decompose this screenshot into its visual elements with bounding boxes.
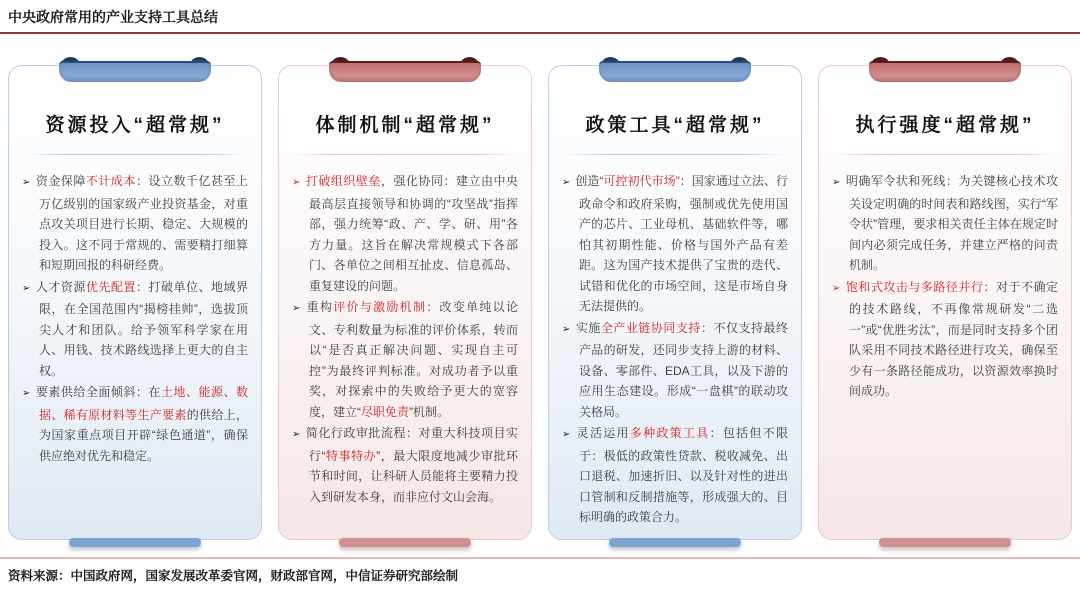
summary-card xyxy=(818,65,1072,540)
body-text: ”机制。 xyxy=(409,404,450,419)
bullet-item xyxy=(832,171,1058,276)
body-text: ：国家通过立法、行政命令和政府采购，强制或优先使用国产的芯片、工业母机、基础软件等，哪怕其初期性能、价格与国外产品有差距。这为国产技术提供了宝贵的迭代、试错和优化的市场空间，这是市场自身无法提供的。 xyxy=(579,174,788,313)
card-title: 执行强度“超常规” xyxy=(855,115,1035,136)
bullet-item xyxy=(292,171,518,296)
clip-bar xyxy=(59,61,211,82)
bullet-item xyxy=(562,423,788,528)
highlighted-text: 饱和式攻击与多路径并行 xyxy=(845,279,984,294)
bullet-arrow-icon: ➢ xyxy=(562,177,571,188)
card-base-bar xyxy=(339,538,471,547)
clip-bar xyxy=(599,61,751,82)
bullet-item xyxy=(22,277,248,382)
highlighted-text: 尽职免责 xyxy=(361,404,410,419)
highlighted-text: 打破组织壁垒 xyxy=(305,174,381,188)
bullet-arrow-icon: ➢ xyxy=(292,303,301,314)
highlighted-text: 土地、能源、数据、稀有原材料等生产要素 xyxy=(39,385,248,422)
card-clip xyxy=(59,57,211,83)
bullet-arrow-icon: ➢ xyxy=(832,177,841,188)
bullet-arrow-icon: ➢ xyxy=(562,429,571,440)
card-clip xyxy=(329,57,481,83)
body-text: 资金保障 xyxy=(35,174,86,188)
body-text: ：打破单位、地域界限，在全国范围内“揭榜挂帅”，选拔顶尖人才和团队。给予领军科学家在用人、用钱、技术路线选择上更大的自主权。 xyxy=(39,279,248,378)
body-text: ”，最大限度地减少审批环节和时间，让科研人员能将主要精力投入到研发本身，而非应付文山会海。 xyxy=(309,448,518,504)
highlighted-text: 优先配置 xyxy=(85,279,136,294)
highlighted-text: 不计成本 xyxy=(85,174,136,188)
bullet-item xyxy=(832,277,1058,402)
footer-divider xyxy=(0,557,1080,559)
card-title: 资源投入“超常规” xyxy=(45,115,225,136)
body-text: 要素供给全面倾斜：在 xyxy=(35,385,161,399)
card-base-bar xyxy=(879,538,1011,547)
clip-bar xyxy=(329,61,481,82)
card-title: 体制机制“超常规” xyxy=(315,115,495,136)
body-text: ：设立数千亿甚至上万亿级别的国家级产业投资基金，对重点攻关项目进行长期、稳定、大规模的投入。这不同于常规的、需要精打细算和短期回报的科研经费。 xyxy=(39,174,248,272)
body-text: ：对于不确定的技术路线，不再像常规研发“二选一”或“优胜劣汰”，而是同时支持多个团队采用不同技术路径进行攻关，确保至少有一条路径能成功，以资源效率换时间成功。 xyxy=(849,279,1058,398)
highlighted-text: 特事特办 xyxy=(325,448,377,463)
body-text: 重构 xyxy=(305,300,334,314)
body-text: 灵活运用 xyxy=(575,426,630,440)
source-note: 资料来源：中国政府网，国家发展改革委官网，财政部官网，中信证券研究部绘制 xyxy=(8,569,459,583)
card-body xyxy=(9,155,261,466)
summary-card xyxy=(8,65,262,540)
bullet-item xyxy=(22,171,248,276)
bullet-arrow-icon: ➢ xyxy=(562,323,571,335)
bullet-arrow-icon: ➢ xyxy=(832,282,841,294)
body-text: 的供给上，为国家重点项目开辟“绿色通道”，确保供应绝对优先和稳定。 xyxy=(39,407,248,463)
bullet-arrow-icon: ➢ xyxy=(22,282,31,294)
bullet-arrow-icon: ➢ xyxy=(292,429,301,440)
card-base-bar xyxy=(609,538,741,547)
summary-card xyxy=(278,65,532,540)
body-text: ，强化协同：建立由中央最高层直接领导和协调的“攻坚战”指挥部，强力统筹“政、产、学、研、用”各方力量。这旨在解决常规模式下各部门、各单位之间相互扯皮、信息孤岛、重复建设的问题。 xyxy=(309,174,518,293)
card-clip xyxy=(869,57,1021,83)
clip-bar xyxy=(869,61,1021,82)
bullet-item xyxy=(562,171,788,317)
bullet-item xyxy=(292,297,518,422)
card-base-bar xyxy=(69,538,201,547)
highlighted-text: 全产业链协同支持 xyxy=(600,320,701,335)
body-text: 明确军令状和死线：为关键核心技术攻关设定明确的时间表和路线图，实行“军令状”管理，要求相关责任主体在规定时间内必须完成任务，并建立严格的问责机制。 xyxy=(845,174,1058,272)
body-text: ：包括但不限于：极低的政策性贷款、税收减免、出口退税、加速折旧、以及针对性的进出口管制和反制措施等，形成强大的、目标明确的政策合力。 xyxy=(579,426,788,524)
bullet-item xyxy=(292,423,518,507)
highlighted-text: 评价与激励机制 xyxy=(333,300,427,314)
bullet-item xyxy=(562,318,788,423)
card-body xyxy=(819,155,1071,402)
bullet-arrow-icon: ➢ xyxy=(22,388,31,399)
body-text: 人才资源 xyxy=(35,279,86,294)
body-text: 简化行政审批流程：对重大科技项目实行“ xyxy=(305,426,518,463)
cards-row xyxy=(0,65,1080,540)
bullet-arrow-icon: ➢ xyxy=(292,177,301,188)
card-title: 政策工具“超常规” xyxy=(585,115,765,136)
body-text: 实施 xyxy=(575,320,601,335)
card-clip xyxy=(599,57,751,83)
summary-card xyxy=(548,65,802,540)
body-text: ：不仅支持最终产品的研发，还同步支持上游的材料、设备、零部件、EDA工具，以及下游的应用生态建设。形成“一盘棋”的联动攻关格局。 xyxy=(579,320,788,419)
body-text: 创造 xyxy=(575,174,600,188)
card-body xyxy=(549,155,801,528)
highlighted-text: “可控初代市场” xyxy=(599,174,680,188)
page-title: 中央政府常用的产业支持工具总结 xyxy=(8,9,218,25)
bullet-item xyxy=(22,382,248,466)
card-body xyxy=(279,155,531,507)
highlighted-text: 多种政策工具 xyxy=(629,426,710,440)
header xyxy=(0,0,1080,34)
bullet-arrow-icon: ➢ xyxy=(22,177,31,188)
body-text: ：改变单纯以论文、专利数量为标准的评价体系，转而以“是否真正解决问题、实现自主可控”为最终评判标准。对成功者予以重奖，对探索中的失败给予更大的宽容度，建立“ xyxy=(309,300,518,419)
